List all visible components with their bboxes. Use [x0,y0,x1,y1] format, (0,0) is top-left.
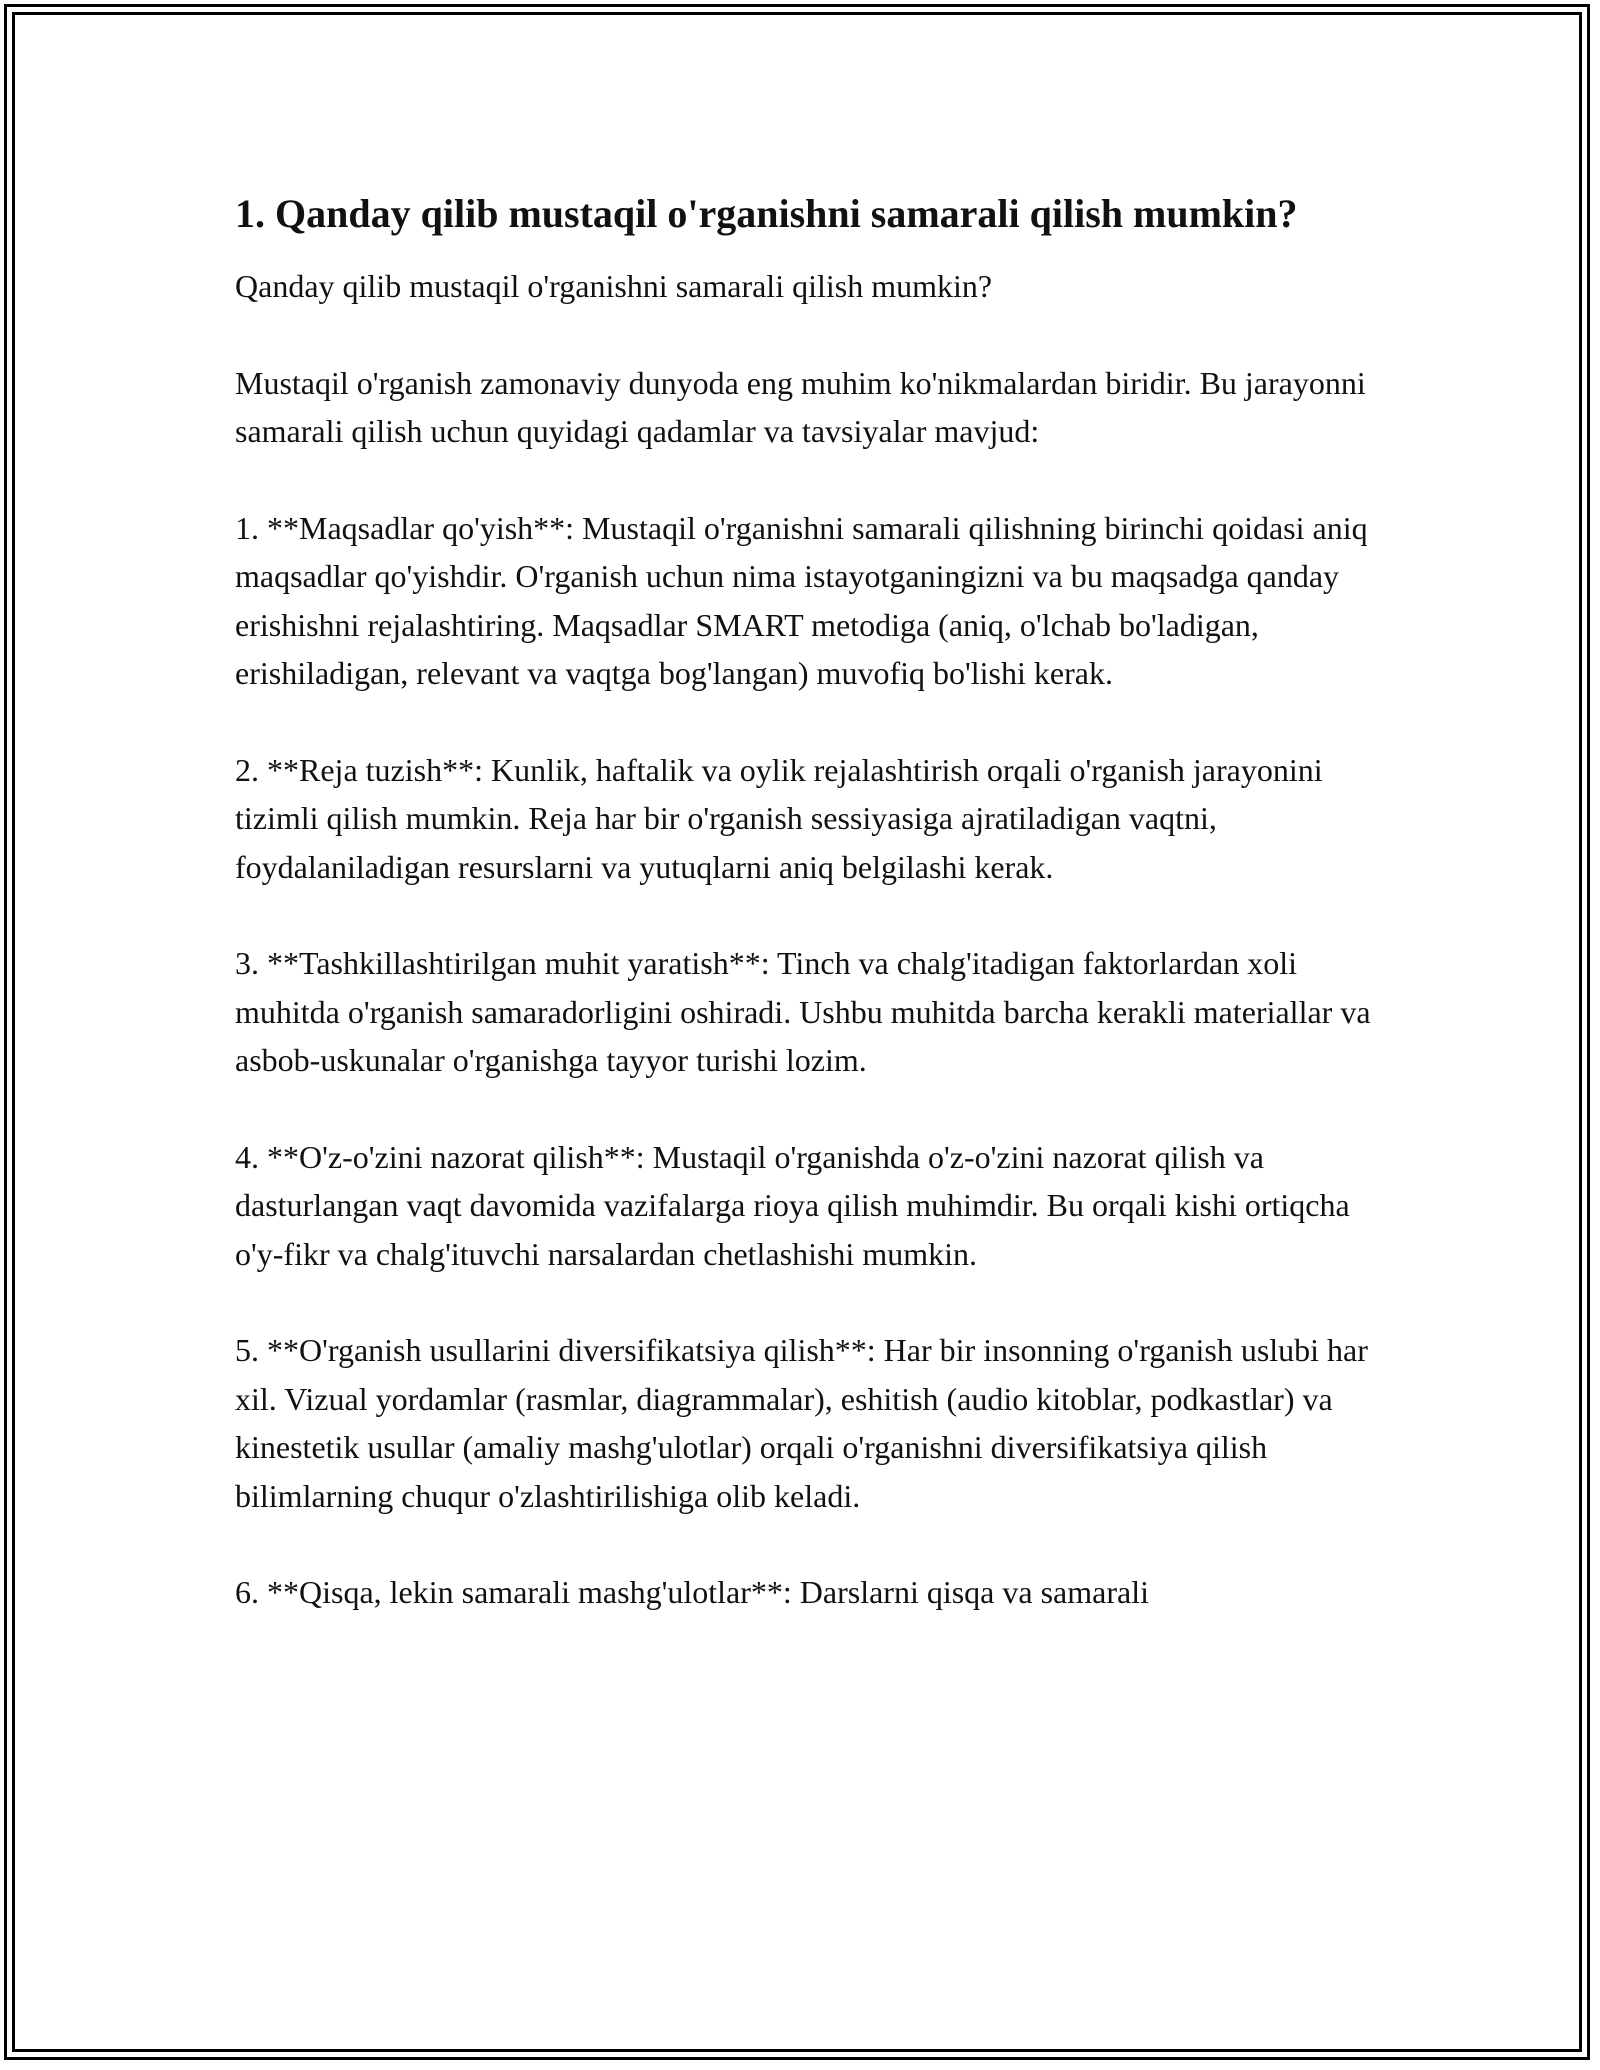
paragraph-step-4: 4. **O'z-o'zini nazorat qilish**: Mustaqil o'rganishda o'z-o'zini nazorat qilish va dasturlangan vaqt davomida vazifalarga rioya qilish muhimdir. Bu orqali kishi ortiqcha o'y-fikr va chalg'ituvchi narsalardan chetlashishi mumkin. [235,1138,1350,1272]
paragraph-question: Qanday qilib mustaqil o'rganishni samarali qilish mumkin? [235,268,993,304]
paragraph-step-1: 1. **Maqsadlar qo'yish**: Mustaqil o'rganishni samarali qilishning birinchi qoidasi aniq maqsadlar qo'yishdir. O'rganish uchun nima istayotganingizni va bu maqsadga qanday erishishni rejalashtiring. Maqsadlar SMART metodiga (aniq, o'lchab bo'ladigan, erishiladigan, relevant va vaqtga bog'langan) muvofiq bo'lishi kerak. [235,509,1368,691]
paragraph-step-2: 2. **Reja tuzish**: Kunlik, haftalik va oylik rejalashtirish orqali o'rganish jarayonini tizimli qilish mumkin. Reja har bir o'rganish sessiyasiga ajratiladigan vaqtni, foydalaniladigan resurslarni va yutuqlarni aniq belgilashi kerak. [235,751,1323,885]
paragraph-intro: Mustaqil o'rganish zamonaviy dunyoda eng muhim ko'nikmalardan biridir. Bu jarayonni samarali qilish uchun quyidagi qadamlar va tavsiyalar mavjud: [235,364,1366,449]
document-body [235,188,1385,1617]
paragraph-step-6: 6. **Qisqa, lekin samarali mashg'ulotlar**: Darslarni qisqa va samarali [235,1574,1149,1610]
paragraph-step-5: 5. **O'rganish usullarini diversifikatsiya qilish**: Har bir insonning o'rganish uslubi har xil. Vizual yordamlar (rasmlar, diagrammalar), eshitish (audio kitoblar, podkastlar) va kinestetik usullar (amaliy mashg'ulotlar) orqali o'rganishni diversifikatsiya qilish bilimlarning chuqur o'zlashtirilishiga olib keladi. [235,1332,1368,1514]
document-heading: 1. Qanday qilib mustaqil o'rganishni samarali qilish mumkin? [235,191,1298,236]
paragraph-step-3: 3. **Tashkillashtirilgan muhit yaratish**: Tinch va chalg'itadigan faktorlardan xoli muhitda o'rganish samaradorligini oshiradi. Ushbu muhitda barcha kerakli materiallar va asbob-uskunalar o'rganishga tayyor turishi lozim. [235,945,1371,1078]
